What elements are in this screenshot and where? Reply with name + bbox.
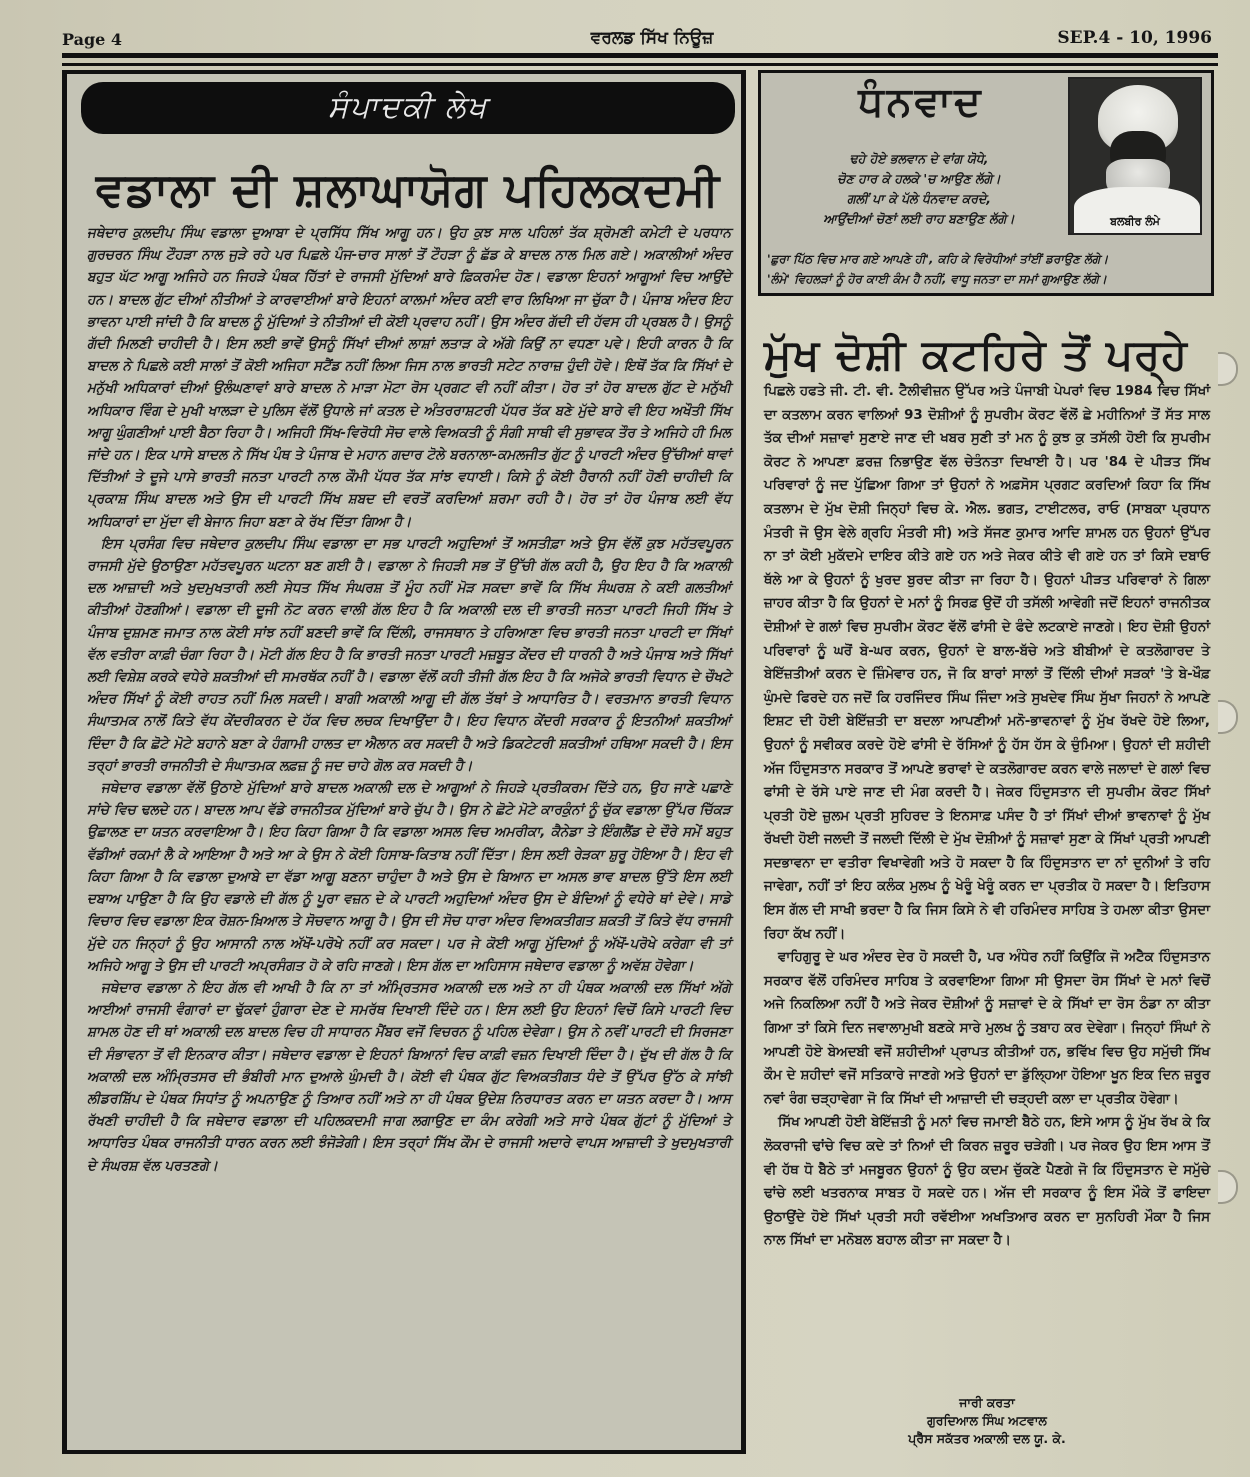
editorial-section-banner: ਸੰਪਾਦਕੀ ਲੇਖ [81, 82, 735, 134]
news-paragraph: ਸਿੱਖ ਆਪਣੀ ਹੋਈ ਬੇਇੱਜ਼ਤੀ ਨੂੰ ਮਨਾਂ ਵਿਚ ਜਮਾਈ ਬੈਠੇ ਹਨ, ਇਸੇ ਆਸ ਨੂੰ ਮੁੱਖ ਰੱਖ ਕੇ ਕਿ ਲੋਕਰਾਜੀ ਢਾਂਚੇ ਵਿਚ ਕਦੇ ਤਾਂ ਨਿਆਂ ਦੀ ਕਿਰਨ ਜ਼ਰੂਰ ਚੜੇਗੀ। ਪਰ ਜੇਕਰ ਉਹ ਇਸ ਆਸ ਤੋਂ ਵੀ ਹੱਥ ਧੋ ਬੈਠੇ ਤਾਂ ਮਜਬੂਰਨ ਉਹਨਾਂ ਨੂੰ ਉਹ ਕਦਮ ਚੁੱਕਣੇ ਪੈਣਗੇ ਜੋ ਕਿ ਹਿੰਦੁਸਤਾਨ ਦੇ ਸਮੁੱਚੇ ਢਾਂਚੇ ਲਈ ਖਤਰਨਾਕ ਸਾਬਤ ਹੋ ਸਕਦੇ ਹਨ। ਅੱਜ ਦੀ ਸਰਕਾਰ ਨੂੰ ਇਸ ਮੌਕੇ ਤੋਂ ਫਾਇਦਾ ਉਠਾਉਂਦੇ ਹੋਏ ਸਿੱਖਾਂ ਪ੍ਰਤੀ ਸਹੀ ਰਵੱਈਆ ਅਖਤਿਆਰ ਕਰਨ ਦਾ ਸੁਨਹਿਰੀ ਮੌਕਾ ਹੈ ਜਿਸ ਨਾਲ ਸਿੱਖਾਂ ਦਾ ਮਨੋਬਲ ਬਹਾਲ ਕੀਤਾ ਜਾ ਸਕਦਾ ਹੈ। [764, 1115, 1210, 1249]
editorial-paragraph: ਜਥੇਦਾਰ ਵਡਾਲਾ ਨੇ ਇਹ ਗੱਲ ਵੀ ਆਖੀ ਹੈ ਕਿ ਨਾ ਤਾਂ ਅੰਮ੍ਰਿਤਸਰ ਅਕਾਲੀ ਦਲ ਅਤੇ ਨਾ ਹੀ ਪੰਥਕ ਅਕਾਲੀ ਦਲ ਸਿੱਖਾਂ ਅੱਗੇ ਆਈਆਂ ਰਾਜਸੀ ਵੰਗਾਰਾਂ ਦਾ ਢੁੱਕਵਾਂ ਹੁੰਗਾਰਾ ਦੇਣ ਦੇ ਸਮਰੱਥ ਦਿਖਾਈ ਦਿੰਦੇ ਹਨ। ਇਸ ਲਈ ਉਹ ਇਹਨਾਂ ਵਿਚੋਂ ਕਿਸੇ ਪਾਰਟੀ ਵਿਚ ਸ਼ਾਮਲ ਹੋਣ ਦੀ ਥਾਂ ਅਕਾਲੀ ਦਲ ਬਾਦਲ ਵਿਚ ਹੀ ਸਾਧਾਰਨ ਮੈਂਬਰ ਵਜੋਂ ਵਿਚਰਨ ਨੂੰ ਪਹਿਲ ਦੇਵੇਗਾ। ਉਸ ਨੇ ਨਵੀਂ ਪਾਰਟੀ ਦੀ ਸਿਰਜਣਾ ਦੀ ਸੰਭਾਵਨਾ ਤੋਂ ਵੀ ਇਨਕਾਰ ਕੀਤਾ। ਜਥੇਦਾਰ ਵਡਾਲਾ ਦੇ ਇਹਨਾਂ ਬਿਆਨਾਂ ਵਿਚ ਕਾਫ਼ੀ ਵਜ਼ਨ ਦਿਖਾਈ ਦਿੰਦਾ ਹੈ। ਦੁੱਖ ਦੀ ਗੱਲ ਹੈ ਕਿ ਅਕਾਲੀ ਦਲ ਅੰਮ੍ਰਿਤਸਰ ਦੀ ਭੰਬੀਰੀ ਮਾਨ ਦੁਆਲੇ ਘੁੰਮਦੀ ਹੈ। ਕੋਈ ਵੀ ਪੰਥਕ ਗੁੱਟ ਵਿਅਕਤੀਗਤ ਧੰਦੇ ਤੋਂ ਉੱਪਰ ਉੱਠ ਕੇ ਸਾਂਝੀ ਲੀਡਰਸ਼ਿੱਪ ਦੇ ਪੰਥਕ ਸਿਧਾਂਤ ਨੂੰ ਅਪਨਾਉਣ ਨੂੰ ਤਿਆਰ ਨਹੀਂ ਅਤੇ ਨਾ ਹੀ ਪੰਥਕ ਉਦੇਸ਼ ਨਿਰਧਾਰਤ ਕਰਨ ਦਾ ਯਤਨ ਕਰਦਾ ਹੈ। ਆਸ ਰੱਖਣੀ ਚਾਹੀਦੀ ਹੈ ਕਿ ਜਥੇਦਾਰ ਵਡਾਲਾ ਦੀ ਪਹਿਲਕਦਮੀ ਜਾਗ ਲਗਾਉਣ ਦਾ ਕੰਮ ਕਰੇਗੀ ਅਤੇ ਸਾਰੇ ਪੰਥਕ ਗੁੱਟਾਂ ਨੂੰ ਮੁੱਦਿਆਂ ਤੇ ਆਧਾਰਿਤ ਪੰਥਕ ਰਾਜਨੀਤੀ ਧਾਰਨ ਕਰਨ ਲਈ ਝੰਜੋੜੇਗੀ। ਇਸ ਤਰ੍ਹਾਂ ਸਿੱਖ ਕੌਮ ਦੇ ਰਾਜਸੀ ਅਦਾਰੇ ਵਾਪਸ ਆਜ਼ਾਦੀ ਤੇ ਖੁਦਮੁਖਤਾਰੀ ਦੇ ਸੰਘਰਸ਼ ਵੱਲ ਪਰਤਣਗੇ। [87, 979, 731, 1174]
couplet-line: 'ਲੰਮੇ' ਵਿਹਲੜਾਂ ਨੂੰ ਹੋਰ ਕਾਈ ਕੰਮ ਹੈ ਨਹੀਂ, ਵਾਧੂ ਜਨਤਾ ਦਾ ਸਮਾਂ ਗੁਆਉਣ ਲੱਗੇ। [767, 272, 1107, 286]
thank-you-couplet [767, 249, 1207, 289]
poem-line: ਆਉਂਦੀਆਂ ਚੋਣਾਂ ਲਈ ਰਾਹ ਬਣਾਉਣ ਲੱਗੇ। [823, 211, 1015, 226]
signature-name: ਗੁਰਦਿਆਲ ਸਿੰਘ ਅਟਵਾਲ [927, 1413, 1047, 1428]
editorial-paragraph: ਇਸ ਪ੍ਰਸੰਗ ਵਿਚ ਜਥੇਦਾਰ ਕੁਲਦੀਪ ਸਿੰਘ ਵਡਾਲਾ ਦਾ ਸਭ ਪਾਰਟੀ ਅਹੁਦਿਆਂ ਤੋਂ ਅਸਤੀਫ਼ਾ ਅਤੇ ਉਸ ਵੱਲੋਂ ਕੁਝ ਮਹੱਤਵਪੂਰਨ ਰਾਜਸੀ ਮੁੱਦੇ ਉਠਾਉਣਾ ਮਹੱਤਵਪੂਰਨ ਘਟਨਾ ਬਣ ਗਈ ਹੈ। ਵਡਾਲਾ ਨੇ ਜਿਹੜੀ ਸਭ ਤੋਂ ਉੱਚੀ ਗੱਲ ਕਹੀ ਹੈ, ਉਹ ਇਹ ਹੈ ਕਿ ਅਕਾਲੀ ਦਲ ਆਜ਼ਾਦੀ ਅਤੇ ਖੁਦਮੁਖਤਾਰੀ ਲਈ ਸੇਧਤ ਸਿੱਖ ਸੰਘਰਸ਼ ਤੋਂ ਮੂੰਹ ਨਹੀਂ ਮੋੜ ਸਕਦਾ ਭਾਵੇਂ ਕਿ ਸਿੱਖ ਸੰਘਰਸ਼ ਨੇ ਕਈ ਗਲਤੀਆਂ ਕੀਤੀਆਂ ਹੋਣਗੀਆਂ। ਵਡਾਲਾ ਦੀ ਦੂਜੀ ਨੋਟ ਕਰਨ ਵਾਲੀ ਗੱਲ ਇਹ ਹੈ ਕਿ ਅਕਾਲੀ ਦਲ ਦੀ ਭਾਰਤੀ ਜਨਤਾ ਪਾਰਟੀ ਜਿਹੀ ਸਿੱਖ ਤੇ ਪੰਜਾਬ ਦੁਸ਼ਮਣ ਜਮਾਤ ਨਾਲ ਕੋਈ ਸਾਂਝ ਨਹੀਂ ਬਣਦੀ ਭਾਵੇਂ ਕਿ ਦਿੱਲੀ, ਰਾਜਸਥਾਨ ਤੇ ਹਰਿਆਣਾ ਵਿਚ ਭਾਰਤੀ ਜਨਤਾ ਪਾਰਟੀ ਦਾ ਸਿੱਖਾਂ ਵੱਲ ਵਤੀਰਾ ਕਾਫ਼ੀ ਚੰਗਾ ਰਿਹਾ ਹੈ। ਮੋਟੀ ਗੱਲ ਇਹ ਹੈ ਕਿ ਭਾਰਤੀ ਜਨਤਾ ਪਾਰਟੀ ਮਜ਼ਬੂਤ ਕੇਂਦਰ ਦੀ ਧਾਰਨੀ ਹੈ ਅਤੇ ਪੰਜਾਬ ਅਤੇ ਸਿੱਖਾਂ ਲਈ ਵਿਸ਼ੇਸ਼ ਕਰਕੇ ਵਧੇਰੇ ਸ਼ਕਤੀਆਂ ਦੀ ਸਮਰਥੱਕ ਨਹੀਂ ਹੈ। ਵਡਾਲਾ ਵੱਲੋਂ ਕਹੀ ਤੀਜੀ ਗੱਲ ਇਹ ਹੈ ਕਿ ਅਜੋਕੇ ਭਾਰਤੀ ਵਿਧਾਨ ਦੇ ਚੌਖਟੇ ਅੰਦਰ ਸਿੱਖਾਂ ਨੂੰ ਕੋਈ ਰਾਹਤ ਨਹੀਂ ਮਿਲ ਸਕਦੀ। ਬਾਗੀ ਅਕਾਲੀ ਆਗੂ ਦੀ ਗੱਲ ਤੱਥਾਂ ਤੇ ਆਧਾਰਿਤ ਹੈ। ਵਰਤਮਾਨ ਭਾਰਤੀ ਵਿਧਾਨ ਸੰਘਾਤਮਕ ਨਾਲੋਂ ਕਿਤੇ ਵੱਧ ਕੇਂਦਰੀਕਰਨ ਦੇ ਹੱਕ ਵਿਚ ਲਚਕ ਦਿਖਾਉਂਦਾ ਹੈ। ਇਹ ਵਿਧਾਨ ਕੇਂਦਰੀ ਸਰਕਾਰ ਨੂੰ ਇਤਨੀਆਂ ਸ਼ਕਤੀਆਂ ਦਿੰਦਾ ਹੈ ਕਿ ਛੋਟੇ ਮੋਟੇ ਬਹਾਨੇ ਬਣਾ ਕੇ ਹੰਗਾਮੀ ਹਾਲਤ ਦਾ ਐਲਾਨ ਕਰ ਸਕਦੀ ਹੈ ਅਤੇ ਡਿਕਟੇਟਰੀ ਸ਼ਕਤੀਆਂ ਹਥਿਆ ਸਕਦੀ ਹੈ। ਇਸ ਤਰ੍ਹਾਂ ਭਾਰਤੀ ਰਾਜਨੀਤੀ ਦੇ ਸੰਘਾਤਮਕ ਲਫ਼ਜ਼ ਨੂੰ ਜਦ ਚਾਹੇ ਗੋਲ ਕਰ ਸਕਦੀ ਹੈ। [87, 535, 731, 774]
binder-hole [1218, 352, 1238, 386]
news-paragraph: ਪਿਛਲੇ ਹਫਤੇ ਜੀ. ਟੀ. ਵੀ. ਟੈਲੀਵੀਜ਼ਨ ਉੱਪਰ ਅਤੇ ਪੰਜਾਬੀ ਪੇਪਰਾਂ ਵਿਚ 1984 ਵਿਚ ਸਿੱਖਾਂ ਦਾ ਕਤਲਾਮ ਕਰਨ ਵਾਲਿਆਂ 93 ਦੋਸ਼ੀਆਂ ਨੂੰ ਸੁਪਰੀਮ ਕੋਰਟ ਵੱਲੋਂ ਛੇ ਮਹੀਨਿਆਂ ਤੋਂ ਸੱਤ ਸਾਲ ਤੱਕ ਦੀਆਂ ਸਜ਼ਾਵਾਂ ਸੁਣਾਏ ਜਾਣ ਦੀ ਖਬਰ ਸੁਣੀ ਤਾਂ ਮਨ ਨੂੰ ਕੁਝ ਕੁ ਤਸੱਲੀ ਹੋਈ ਕਿ ਸੁਪਰੀਮ ਕੋਰਟ ਨੇ ਆਪਣਾ ਫ਼ਰਜ਼ ਨਿਭਾਉਣ ਵੱਲ ਚੇਤੰਨਤਾ ਦਿਖਾਈ ਹੈ। ਪਰ '84 ਦੇ ਪੀੜਤ ਸਿੱਖ ਪਰਿਵਾਰਾਂ ਨੂੰ ਜਦ ਪੁੱਛਿਆ ਗਿਆ ਤਾਂ ਉਹਨਾਂ ਨੇ ਅਫ਼ਸੋਸ ਪ੍ਰਗਟ ਕਰਦਿਆਂ ਕਿਹਾ ਕਿ ਸਿੱਖ ਕਤਲਾਮ ਦੇ ਮੁੱਖ ਦੋਸ਼ੀ ਜਿਨ੍ਹਾਂ ਵਿਚ ਕੇ. ਐਲ. ਭਗਤ, ਟਾਈਟਲਰ, ਰਾਓ (ਸਾਬਕਾ ਪ੍ਰਧਾਨ ਮੰਤਰੀ ਜੋ ਉਸ ਵੇਲੇ ਗ੍ਰਹਿ ਮੰਤਰੀ ਸੀ) ਅਤੇ ਸੱਜਣ ਕੁਮਾਰ ਆਦਿ ਸ਼ਾਮਲ ਹਨ ਉਹਨਾਂ ਉੱਪਰ ਨਾ ਤਾਂ ਕੋਈ ਮੁਕੱਦਮੇ ਦਾਇਰ ਕੀਤੇ ਗਏ ਹਨ ਅਤੇ ਜੇਕਰ ਕੀਤੇ ਵੀ ਗਏ ਹਨ ਤਾਂ ਕਿਸੇ ਦਬਾਓ ਥੱਲੇ ਆ ਕੇ ਉਹਨਾਂ ਨੂੰ ਖੁਰਦ ਬੁਰਦ ਕੀਤਾ ਜਾ ਰਿਹਾ ਹੈ। ਉਹਨਾਂ ਪੀੜਤ ਪਰਿਵਾਰਾਂ ਨੇ ਗਿਲਾ ਜ਼ਾਹਰ ਕੀਤਾ ਹੈ ਕਿ ਉਹਨਾਂ ਦੇ ਮਨਾਂ ਨੂੰ ਸਿਰਫ਼ ਉਦੋਂ ਹੀ ਤਸੱਲੀ ਆਵੇਗੀ ਜਦੋਂ ਇਹਨਾਂ ਰਾਜਨੀਤਕ ਦੋਸ਼ੀਆਂ ਦੇ ਗਲਾਂ ਵਿਚ ਸੁਪਰੀਮ ਕੋਰਟ ਵੱਲੋਂ ਫਾਂਸੀ ਦੇ ਫੰਦੇ ਲਟਕਾਏ ਜਾਣਗੇ। ਇਹ ਦੋਸ਼ੀ ਉਹਨਾਂ ਪਰਿਵਾਰਾਂ ਨੂੰ ਘਰੋਂ ਬੇ-ਘਰ ਕਰਨ, ਉਹਨਾਂ ਦੇ ਬਾਲ-ਬੱਚੇ ਅਤੇ ਬੀਬੀਆਂ ਦੇ ਕਤਲੋਗਾਰਦ ਤੇ ਬੇਇੱਜ਼ਤੀਆਂ ਕਰਨ ਦੇ ਜ਼ਿੰਮੇਵਾਰ ਹਨ, ਜੋ ਕਿ ਬਾਰਾਂ ਸਾਲਾਂ ਤੋਂ ਦਿੱਲੀ ਦੀਆਂ ਸੜਕਾਂ 'ਤੇ ਬੇ-ਖੌਫ਼ ਘੁੰਮਦੇ ਫਿਰਦੇ ਹਨ ਜਦੋਂ ਕਿ ਹਰਜਿੰਦਰ ਸਿੰਘ ਜਿੰਦਾ ਅਤੇ ਸੁਖਦੇਵ ਸਿੰਘ ਸੁੱਖਾ ਜਿਹਨਾਂ ਨੇ ਆਪਣੇ ਇਸ਼ਟ ਦੀ ਹੋਈ ਬੇਇੱਜ਼ਤੀ ਦਾ ਬਦਲਾ ਆਪਣੀਆਂ ਮਨੋ-ਭਾਵਨਾਵਾਂ ਨੂੰ ਮੁੱਖ ਰੱਖਦੇ ਹੋਏ ਲਿਆ, ਉਹਨਾਂ ਨੂੰ ਸਵੀਕਰ ਕਰਦੇ ਹੋਏ ਫਾਂਸੀ ਦੇ ਰੱਸਿਆਂ ਨੂੰ ਹੱਸ ਹੱਸ ਕੇ ਚੁੰਮਿਆ। ਉਹਨਾਂ ਦੀ ਸ਼ਹੀਦੀ ਅੱਜ ਹਿੰਦੁਸਤਾਨ ਸਰਕਾਰ ਤੋਂ ਆਪਣੇ ਭਰਾਵਾਂ ਦੇ ਕਤਲੋਗਾਰਦ ਕਰਨ ਵਾਲੇ ਜਲਾਦਾਂ ਦੇ ਗਲਾਂ ਵਿਚ ਫਾਂਸੀ ਦੇ ਰੱਸੇ ਪਾਏ ਜਾਣ ਦੀ ਮੰਗ ਕਰਦੀ ਹੈ। ਜੇਕਰ ਹਿੰਦੁਸਤਾਨ ਦੀ ਸੁਪਰੀਮ ਕੋਰਟ ਸਿੱਖਾਂ ਪ੍ਰਤੀ ਹੋਏ ਜ਼ੁਲਮ ਪ੍ਰਤੀ ਸੁਹਿਰਦ ਤੇ ਇਨਸਾਫ਼ ਪਸੰਦ ਹੈ ਤਾਂ ਸਿੱਖਾਂ ਦੀਆਂ ਭਾਵਨਾਵਾਂ ਨੂੰ ਮੁੱਖ ਰੱਖਦੀ ਹੋਈ ਜਲਦੀ ਤੋਂ ਜਲਦੀ ਦਿੱਲੀ ਦੇ ਮੁੱਖ ਦੋਸ਼ੀਆਂ ਨੂੰ ਸਜ਼ਾਵਾਂ ਸੁਣਾ ਕੇ ਸਿੱਖਾਂ ਪ੍ਰਤੀ ਆਪਣੀ ਸਦਭਾਵਨਾ ਦਾ ਵਤੀਰਾ ਵਿਖਾਵੇਗੀ ਅਤੇ ਹੋ ਸਕਦਾ ਹੈ ਕਿ ਹਿੰਦੁਸਤਾਨ ਦਾ ਨਾਂ ਦੁਨੀਆਂ ਤੇ ਰਹਿ ਜਾਵੇਗਾ, ਨਹੀਂ ਤਾਂ ਇਹ ਕਲੰਕ ਮੁਲਖ ਨੂੰ ਖੇਰੂੰ ਖੇਰੂੰ ਕਰਨ ਦਾ ਪ੍ਰਤੀਕ ਹੋ ਸਕਦਾ ਹੈ। ਇਤਿਹਾਸ ਇਸ ਗੱਲ ਦੀ ਸਾਖੀ ਭਰਦਾ ਹੈ ਕਿ ਜਿਸ ਕਿਸੇ ਨੇ ਵੀ ਹਰਿਮੰਦਰ ਸਾਹਿਬ ਤੇ ਹਮਲਾ ਕੀਤਾ ਉਸਦਾ ਰਿਹਾ ਕੱਖ ਨਹੀਂ। [764, 384, 1210, 942]
signature-issued-by: ਜਾਰੀ ਕਰਤਾ [959, 1395, 1015, 1410]
news-body [764, 380, 1210, 1253]
page-number: Page 4 [62, 30, 123, 49]
masthead [62, 26, 1212, 50]
binder-hole [1218, 700, 1238, 734]
news-paragraph: ਵਾਹਿਗੁਰੂ ਦੇ ਘਰ ਅੰਦਰ ਦੇਰ ਹੋ ਸਕਦੀ ਹੈ, ਪਰ ਅੰਧੇਰ ਨਹੀਂ ਕਿਉਂਕਿ ਜੋ ਅਟੈਕ ਹਿੰਦੁਸਤਾਨ ਸਰਕਾਰ ਵੱਲੋਂ ਹਰਿਮੰਦਰ ਸਾਹਿਬ ਤੇ ਕਰਵਾਇਆ ਗਿਆ ਸੀ ਉਸਦਾ ਰੋਸ ਸਿੱਖਾਂ ਦੇ ਮਨਾਂ ਵਿਚੋਂ ਅਜੇ ਨਿਕਲਿਆ ਨਹੀਂ ਹੈ ਅਤੇ ਜੇਕਰ ਦੋਸ਼ੀਆਂ ਨੂੰ ਸਜ਼ਾਵਾਂ ਦੇ ਕੇ ਸਿੱਖਾਂ ਦਾ ਰੋਸ ਠੰਡਾ ਨਾ ਕੀਤਾ ਗਿਆ ਤਾਂ ਕਿਸੇ ਦਿਨ ਜਵਾਲਾਮੁਖੀ ਬਣਕੇ ਸਾਰੇ ਮੁਲਖ ਨੂੰ ਤਬਾਹ ਕਰ ਦੇਵੇਗਾ। ਜਿਨ੍ਹਾਂ ਸਿੰਘਾਂ ਨੇ ਆਪਣੀ ਹੋਏ ਬੇਅਦਬੀ ਵਜੋਂ ਸ਼ਹੀਦੀਆਂ ਪ੍ਰਾਪਤ ਕੀਤੀਆਂ ਹਨ, ਭਵਿੱਖ ਵਿਚ ਉਹ ਸਮੁੱਚੀ ਸਿੱਖ ਕੌਮ ਦੇ ਸ਼ਹੀਦਾਂ ਵਜੋਂ ਸਤਿਕਾਰੇ ਜਾਣਗੇ ਅਤੇ ਉਹਨਾਂ ਦਾ ਡੁੱਲ੍ਹਿਆ ਹੋਇਆ ਖੂਨ ਇਕ ਦਿਨ ਜ਼ਰੂਰ ਨਵਾਂ ਰੰਗ ਚੜ੍ਹਾਵੇਗਾ ਜੋ ਕਿ ਸਿੱਖਾਂ ਦੀ ਆਜ਼ਾਦੀ ਦੀ ਚੜ੍ਹਦੀ ਕਲਾ ਦਾ ਪ੍ਰਤੀਕ ਹੋਵੇਗਾ। [764, 950, 1210, 1107]
photo-caption: ਬਲਬੀਰ ਲੰਮੇ [1110, 215, 1160, 228]
binder-hole [1218, 1170, 1238, 1204]
news-headline: ਮੁੱਖ ਦੋਸ਼ੀ ਕਟਹਿਰੇ ਤੋਂ ਪਰ੍ਹੇ [764, 330, 1188, 379]
article-signature [764, 1394, 1210, 1448]
editorial-headline: ਵਡਾਲਾ ਦੀ ਸ਼ਲਾਘਾਯੋਗ ਪਹਿਲਕਦਮੀ [95, 162, 721, 216]
thank-you-poem [771, 149, 1067, 229]
editorial-paragraph: ਜਥੇਦਾਰ ਵਡਾਲਾ ਵੱਲੋਂ ਉਠਾਏ ਮੁੱਦਿਆਂ ਬਾਰੇ ਬਾਦਲ ਅਕਾਲੀ ਦਲ ਦੇ ਆਗੂਆਂ ਨੇ ਜਿਹੜੇ ਪ੍ਰਤੀਕਰਮ ਦਿੱਤੇ ਹਨ, ਉਹ ਜਾਣੇ ਪਛਾਣੇ ਸਾਂਚੇ ਵਿਚ ਢਲਦੇ ਹਨ। ਬਾਦਲ ਆਪ ਵੱਡੇ ਰਾਜਨੀਤਕ ਮੁੱਦਿਆਂ ਬਾਰੇ ਚੁੱਪ ਹੈ। ਉਸ ਨੇ ਛੋਟੇ ਮੋਟੇ ਕਾਰਕੁੰਨਾਂ ਨੂੰ ਚੁੱਕ ਵਡਾਲਾ ਉੱਪਰ ਚਿੱਕੜ ਉਛਾਲਣ ਦਾ ਯਤਨ ਕਰਵਾਇਆ ਹੈ। ਇਹ ਕਿਹਾ ਗਿਆ ਹੈ ਕਿ ਵਡਾਲਾ ਅਸਲ ਵਿਚ ਅਮਰੀਕਾ, ਕੈਨੇਡਾ ਤੇ ਇੰਗਲੈਂਡ ਦੇ ਦੌਰੇ ਸਮੇਂ ਬਹੁਤ ਵੱਡੀਆਂ ਰਕਮਾਂ ਲੈ ਕੇ ਆਇਆ ਹੈ ਅਤੇ ਆ ਕੇ ਉਸ ਨੇ ਕੋਈ ਹਿਸਾਬ-ਕਿਤਾਬ ਨਹੀਂ ਦਿੱਤਾ। ਇਸ ਲਈ ਰੇੜਕਾ ਸ਼ੁਰੂ ਹੋਇਆ ਹੈ। ਇਹ ਵੀ ਕਿਹਾ ਗਿਆ ਹੈ ਕਿ ਵਡਾਲਾ ਦੁਆਬੇ ਦਾ ਵੱਡਾ ਆਗੂ ਬਣਨਾ ਚਾਹੁੰਦਾ ਹੈ ਅਤੇ ਉਸ ਦੇ ਬਿਆਨ ਦਾ ਅਸਲ ਭਾਵ ਬਾਦਲ ਉੱਤੇ ਇਸ ਲਈ ਦਬਾਅ ਪਾਉਣਾ ਹੈ ਕਿ ਉਹ ਵਡਾਲੇ ਦੀ ਗੱਲ ਨੂੰ ਪੂਰਾ ਵਜ਼ਨ ਦੇ ਕੇ ਪਾਰਟੀ ਅਹੁਦਿਆਂ ਅੰਦਰ ਉਸ ਦੇ ਬੰਦਿਆਂ ਨੂੰ ਵਧੇਰੇ ਥਾਂ ਦੇਵੇ। ਸਾਡੇ ਵਿਚਾਰ ਵਿਚ ਵਡਾਲਾ ਇਕ ਰੋਸ਼ਨ-ਖ਼ਿਆਲ ਤੇ ਸੋਚਵਾਨ ਆਗੂ ਹੈ। ਉਸ ਦੀ ਸੋਚ ਧਾਰਾ ਅੰਦਰ ਵਿਅਕਤੀਗਤ ਸ਼ਕਤੀ ਤੋਂ ਕਿਤੇ ਵੱਧ ਰਾਜਸੀ ਮੁੱਦੇ ਹਨ ਜਿਨ੍ਹਾਂ ਨੂੰ ਉਹ ਆਸਾਨੀ ਨਾਲ ਅੱਖੋਂ-ਪਰੋਖੇ ਨਹੀਂ ਕਰ ਸਕਦਾ। ਪਰ ਜੇ ਕੋਈ ਆਗੂ ਮੁੱਦਿਆਂ ਨੂੰ ਅੱਖੋਂ-ਪਰੋਖੇ ਕਰੇਗਾ ਵੀ ਤਾਂ ਅਜਿਹੇ ਆਗੂ ਤੇ ਉਸ ਦੀ ਪਾਰਟੀ ਅਪ੍ਰਸੰਗਤ ਹੋ ਕੇ ਰਹਿ ਜਾਣਗੇ। ਇਸ ਗੱਲ ਦਾ ਅਹਿਸਾਸ ਜਥੇਦਾਰ ਵਡਾਲਾ ਨੂੰ ਅਵੱਸ਼ ਹੋਵੇਗਾ। [87, 780, 731, 974]
poem-line: ਚੋਣ ਹਾਰ ਕੇ ਹਲਕੇ 'ਚ ਆਉਣ ਲੱਗੇ। [837, 171, 1001, 186]
thank-you-title: ਧੰਨਵਾਦ [858, 79, 984, 125]
newspaper-name: ਵਰਲਡ ਸਿੱਖ ਨਿਊਜ਼ [590, 28, 714, 48]
couplet-line: 'ਛੁਰਾ ਪਿੱਠ ਵਿਚ ਮਾਰ ਗਏ ਆਪਣੇ ਹੀ', ਕਹਿ ਕੇ ਵਿਰੋਧੀਆਂ ਤਾਂਈਂ ਡਰਾਉਣ ਲੱਗੇ। [767, 252, 1109, 266]
poem-line: ਗਲੀਂ ਪਾ ਕੇ ਪੱਲੇ ਧੰਨਵਾਦ ਕਰਦੇ, [846, 191, 991, 206]
editorial-paragraph: ਜਥੇਦਾਰ ਕੁਲਦੀਪ ਸਿੰਘ ਵਡਾਲਾ ਦੁਆਬਾ ਦੇ ਪ੍ਰਸਿੱਧ ਸਿੱਖ ਆਗੂ ਹਨ। ਉਹ ਕੁਝ ਸਾਲ ਪਹਿਲਾਂ ਤੱਕ ਸ਼੍ਰੋਮਣੀ ਕਮੇਟੀ ਦੇ ਪਰਧਾਨ ਗੁਰਚਰਨ ਸਿੰਘ ਟੌਹੜਾ ਨਾਲ ਜੁੜੇ ਰਹੇ ਪਰ ਪਿਛਲੇ ਪੰਜ-ਚਾਰ ਸਾਲਾਂ ਤੋਂ ਟੌਹੜਾ ਨੂੰ ਛੱਡ ਕੇ ਬਾਦਲ ਨਾਲ ਮਿਲ ਗਏ। ਅਕਾਲੀਆਂ ਅੰਦਰ ਬਹੁਤ ਘੱਟ ਆਗੂ ਅਜਿਹੇ ਹਨ ਜਿਹੜੇ ਪੰਥਕ ਹਿੱਤਾਂ ਦੇ ਰਾਜਸੀ ਮੁੱਦਿਆਂ ਬਾਰੇ ਫ਼ਿਕਰਮੰਦ ਹੋਣ। ਵਡਾਲਾ ਇਹਨਾਂ ਆਗੂਆਂ ਵਿਚ ਆਉਂਦੇ ਹਨ। ਬਾਦਲ ਗੁੱਟ ਦੀਆਂ ਨੀਤੀਆਂ ਤੇ ਕਾਰਵਾਈਆਂ ਬਾਰੇ ਇਹਨਾਂ ਕਾਲਮਾਂ ਅੰਦਰ ਕਈ ਵਾਰ ਲਿਖਿਆ ਜਾ ਚੁੱਕਾ ਹੈ। ਪੰਜਾਬ ਅੰਦਰ ਇਹ ਭਾਵਨਾ ਪਾਈ ਜਾਂਦੀ ਹੈ ਕਿ ਬਾਦਲ ਨੂੰ ਮੁੱਦਿਆਂ ਤੇ ਨੀਤੀਆਂ ਦੀ ਕੋਈ ਪ੍ਰਵਾਹ ਨਹੀਂ। ਉਸ ਅੰਦਰ ਗੱਦੀ ਦੀ ਹੱਵਸ ਹੀ ਪ੍ਰਬਲ ਹੈ। ਉਸਨੂੰ ਗੱਦੀ ਮਿਲਣੀ ਚਾਹੀਦੀ ਹੈ। ਇਸ ਲਈ ਭਾਵੇਂ ਉਸਨੂੰ ਸਿੱਖਾਂ ਦੀਆਂ ਲਾਸ਼ਾਂ ਲਤਾੜ ਕੇ ਅੱਗੇ ਕਿਉਂ ਨਾ ਵਧਣਾ ਪਵੇ। ਇਹੀ ਕਾਰਨ ਹੈ ਕਿ ਬਾਦਲ ਨੇ ਪਿਛਲੇ ਕਈ ਸਾਲਾਂ ਤੋਂ ਕੋਈ ਅਜਿਹਾ ਸਟੈਂਡ ਨਹੀਂ ਲਿਆ ਜਿਸ ਨਾਲ ਭਾਰਤੀ ਸਟੇਟ ਨਾਰਾਜ਼ ਹੁੰਦੀ ਹੋਵੇ। ਇਥੋਂ ਤੱਕ ਕਿ ਸਿੱਖਾਂ ਦੇ ਮਨੁੱਖੀ ਅਧਿਕਾਰਾਂ ਦੀਆਂ ਉਲੰਘਣਾਵਾਂ ਬਾਰੇ ਬਾਦਲ ਨੇ ਮਾੜਾ ਮੋਟਾ ਰੋਸ ਪ੍ਰਗਟ ਵੀ ਨਹੀਂ ਕੀਤਾ। ਹੋਰ ਤਾਂ ਹੋਰ ਬਾਦਲ ਗੁੱਟ ਦੇ ਮਨੁੱਖੀ ਅਧਿਕਾਰ ਵਿੰਗ ਦੇ ਮੁਖੀ ਖਾਲੜਾ ਦੇ ਪੁਲਿਸ ਵੱਲੋਂ ਉਧਾਲੇ ਜਾਂ ਕਤਲ ਦੇ ਅੰਤਰਰਾਸ਼ਟਰੀ ਪੱਧਰ ਤੱਕ ਬਣੇ ਮੁੱਦੇ ਬਾਰੇ ਵੀ ਇਹ ਅਖੌਤੀ ਸਿੱਖ ਆਗੂ ਘੁੰਗਣੀਆਂ ਪਾਈ ਬੈਠਾ ਰਿਹਾ ਹੈ। ਅਜਿਹੀ ਸਿੱਖ-ਵਿਰੋਧੀ ਸੋਚ ਵਾਲੇ ਵਿਅਕਤੀ ਨੂੰ ਸੰਗੀ ਸਾਥੀ ਵੀ ਸੁਭਾਵਕ ਤੌਰ ਤੇ ਅਜਿਹੇ ਹੀ ਮਿਲ ਜਾਂਦੇ ਹਨ। ਇਕ ਪਾਸੇ ਬਾਦਲ ਨੇ ਸਿੱਖ ਪੰਥ ਤੇ ਪੰਜਾਬ ਦੇ ਮਹਾਨ ਗਦਾਰ ਟੋਲੇ ਬਰਨਾਲਾ-ਕਮਲਜੀਤ ਗੁੱਟ ਨੂੰ ਪਾਰਟੀ ਅੰਦਰ ਉੱਚੀਆਂ ਥਾਵਾਂ ਦਿੱਤੀਆਂ ਤੇ ਦੂਜੇ ਪਾਸੇ ਭਾਰਤੀ ਜਨਤਾ ਪਾਰਟੀ ਨਾਲ ਕੌਮੀ ਪੱਧਰ ਤੱਕ ਸਾਂਝ ਵਧਾਈ। ਕਿਸੇ ਨੂੰ ਕੋਈ ਹੈਰਾਨੀ ਨਹੀਂ ਹੋਣੀ ਚਾਹੀਦੀ ਕਿ ਪ੍ਰਕਾਸ਼ ਸਿੰਘ ਬਾਦਲ ਅਤੇ ਉਸ ਦੀ ਪਾਰਟੀ ਸਿੱਖ ਸ਼ਬਦ ਦੀ ਵਰਤੋਂ ਕਰਦਿਆਂ ਸ਼ਰਮਾ ਰਹੀ ਹੈ। ਹੋਰ ਤਾਂ ਹੋਰ ਪੰਜਾਬ ਲਈ ਵੱਧ ਅਧਿਕਾਰਾਂ ਦਾ ਮੁੱਦਾ ਵੀ ਬੇਜਾਨ ਜਿਹਾ ਬਣਾ ਕੇ ਰੱਖ ਦਿੱਤਾ ਗਿਆ ਹੈ। [87, 225, 731, 530]
thank-you-box [758, 70, 1214, 296]
editorial-box [62, 70, 746, 1454]
poem-line: ਢਹੇ ਹੋਏ ਭਲਵਾਨ ਦੇ ਵਾਂਗ ਯੋਧੇ, [849, 151, 989, 166]
header-rule-top [62, 53, 1218, 58]
header-rule-bottom [62, 63, 1218, 66]
editorial-body [87, 222, 731, 1177]
issue-date: SEP.4 - 10, 1996 [1057, 28, 1212, 48]
signature-title: ਪ੍ਰੈੱਸ ਸਕੱਤਰ ਅਕਾਲੀ ਦਲ ਯੂ. ਕੇ. [908, 1431, 1066, 1446]
portrait-photo [1068, 77, 1202, 235]
